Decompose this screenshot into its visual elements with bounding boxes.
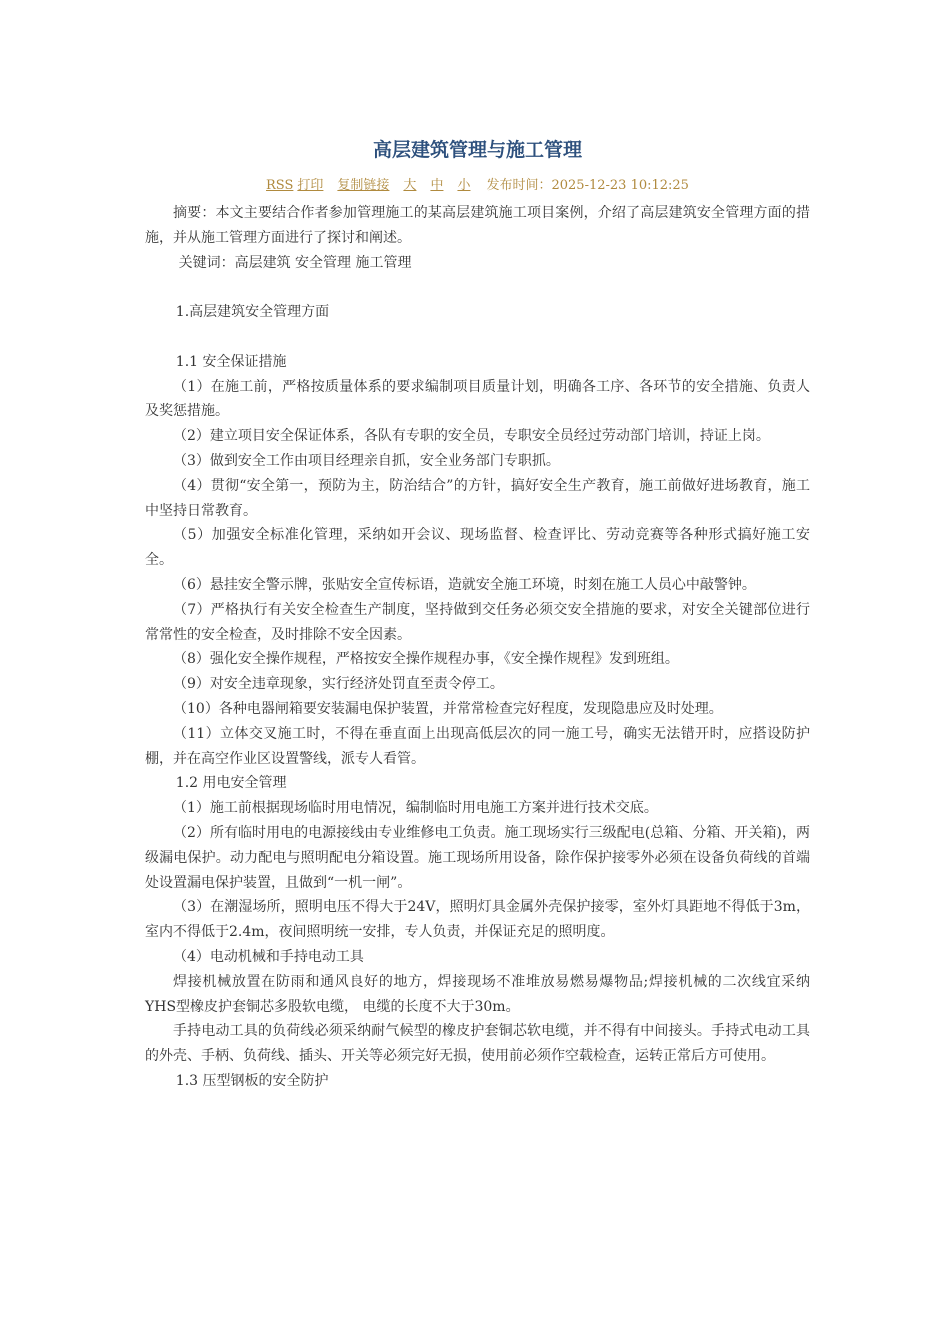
body-paragraph: （3）在潮湿场所，照明电压不得大于24V，照明灯具金属外壳保护接零，室外灯具距地不得低于3m，室内不得低于2.4m，夜间照明统一安排，专人负责，并保证充足的照明度。: [145, 899, 810, 941]
section-heading: 1.高层建筑安全管理方面: [175, 304, 330, 321]
body-paragraph: （11）立体交叉施工时，不得在垂直面上出现高低层次的同一施工号，确实无法错开时，应搭设防护棚，并在高空作业区设置警线，派专人看管。: [145, 725, 810, 767]
body-paragraph: （2）所有临时用电的电源接线由专业维修电工负责。施工现场实行三级配电(总箱、分箱、开关箱)，两级漏电保护。动力配电与照明配电分箱设置。施工现场所用设备，除作保护接零外必须在设备负荷线的首端处设置漏电保护装置，且做到“一机一闸”。: [145, 824, 810, 891]
keywords-paragraph: 关键词：高层建筑 安全管理 施工管理: [178, 254, 412, 271]
body-paragraph: （1）在施工前，严格按质量体系的要求编制项目质量计划，明确各工序、各环节的安全措施、负责人及奖惩措施。: [145, 378, 810, 420]
subsection-heading: 1.1 安全保证措施: [175, 353, 287, 370]
publish-time: 2025-12-23 10:12:25: [551, 178, 689, 193]
subsection-heading: 1.3 压型钢板的安全防护: [175, 1072, 329, 1089]
body-paragraph: 焊接机械放置在防雨和通风良好的地方，焊接现场不准堆放易燃易爆物品;焊接机械的二次线宜采纳YHS型橡皮护套铜芯多股软电缆， 电缆的长度不大于30m。: [145, 973, 810, 1015]
font-size-large-link[interactable]: 大: [403, 178, 417, 193]
blank-line: [145, 325, 810, 350]
subsection-heading: 1.2 用电安全管理: [175, 775, 287, 792]
body-paragraph: （1）施工前根据现场临时用电情况，编制临时用电施工方案并进行技术交底。: [173, 800, 658, 817]
article-title: 高层建筑管理与施工管理: [372, 139, 582, 161]
body-paragraph: （9）对安全违章现象，实行经济处罚直至责令停工。: [173, 676, 504, 693]
article-meta-bar: [145, 176, 810, 196]
blank-line: [145, 275, 810, 300]
body-paragraph: （5）加强安全标准化管理，采纳如开会议、现场监督、检查评比、劳动竞赛等各种形式搞好施工安全。: [145, 527, 810, 569]
abstract-paragraph: 摘要：本文主要结合作者参加管理施工的某高层建筑施工项目案例，介绍了高层建筑安全管理方面的措施，并从施工管理方面进行了探讨和阐述。: [145, 205, 810, 246]
body-paragraph: （4）贯彻“安全第一，预防为主，防治结合”的方针，搞好安全生产教育，施工前做好进场教育，施工中坚持日常教育。: [145, 477, 810, 519]
rss-link[interactable]: RSS: [266, 178, 294, 193]
article-body: [145, 201, 810, 1094]
publish-label: 发布时间：: [486, 178, 552, 193]
font-size-medium-link[interactable]: 中: [430, 178, 444, 193]
body-paragraph: （7）严格执行有关安全检查生产制度，坚持做到交任务必须交安全措施的要求，对安全关键部位进行常常性的安全检查，及时排除不安全因素。: [145, 601, 810, 643]
font-size-small-link[interactable]: 小: [457, 178, 471, 193]
body-paragraph: （6）悬挂安全警示牌，张贴安全宣传标语，造就安全施工环境，时刻在施工人员心中敲警钟。: [173, 576, 756, 593]
body-paragraph: （2）建立项目安全保证体系，各队有专职的安全员，专职安全员经过劳动部门培训，持证上岗。: [173, 428, 770, 445]
body-paragraph: （10）各种电器闸箱要安装漏电保护装置，并常常检查完好程度，发现隐患应及时处理。: [173, 700, 723, 717]
body-paragraph: （4）电动机械和手持电动工具: [173, 948, 364, 965]
body-paragraph: （3）做到安全工作由项目经理亲自抓，安全业务部门专职抓。: [173, 452, 560, 469]
print-link[interactable]: 打印: [297, 178, 324, 193]
copy-link-link[interactable]: 复制链接: [337, 178, 390, 193]
body-paragraph: 手持电动工具的负荷线必须采纳耐气候型的橡皮护套铜芯软电缆，并不得有中间接头。手持式电动工具的外壳、手柄、负荷线、插头、开关等必须完好无损，使用前必须作空载检查，运转正常后方可使用。: [145, 1023, 810, 1065]
body-paragraph: （8）强化安全操作规程，严格按安全操作规程办事，《安全操作规程》发到班组。: [173, 651, 679, 668]
